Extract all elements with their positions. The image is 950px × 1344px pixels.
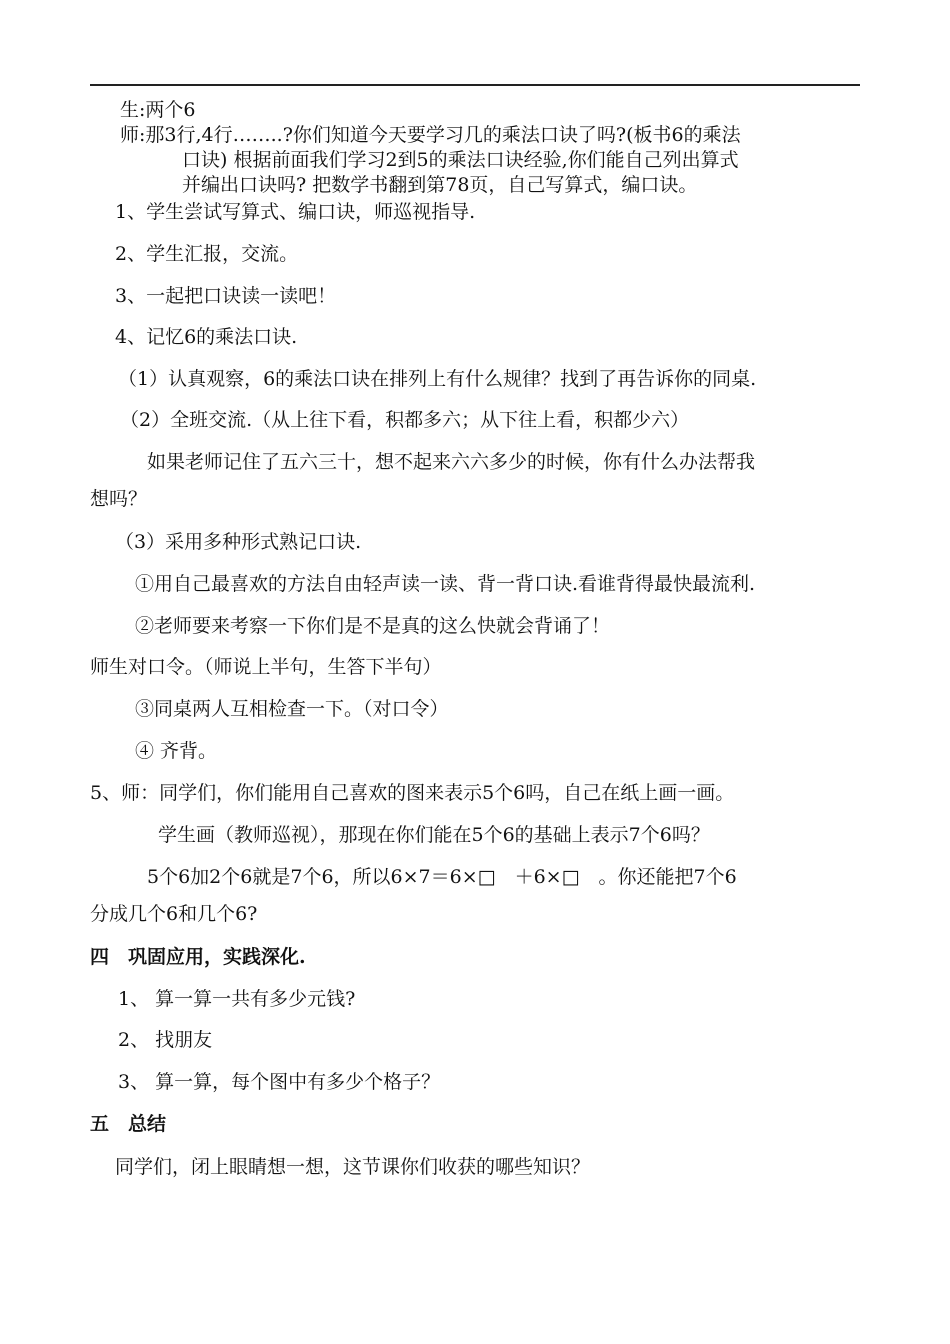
method-4: ④ 齐背。 bbox=[135, 740, 218, 762]
line-teacher-question: 师:那3行,4行……..?你们知道今天要学习几的乘法口诀了吗?(板书6的乘法 bbox=[120, 124, 741, 146]
exercise-2: 2、 找朋友 bbox=[118, 1029, 213, 1051]
sub-step-3: （3）采用多种形式熟记口诀. bbox=[115, 531, 362, 553]
step-5: 5、师：同学们，你们能用自己喜欢的图来表示5个6吗，自己在纸上画一画。 bbox=[90, 782, 735, 804]
method-2: ②老师要来考察一下你们是不是真的这么快就会背诵了！ bbox=[135, 615, 611, 637]
line-teacher-question-cont2: 并编出口诀吗? 把数学书翻到第78页，自己写算式，编口诀。 bbox=[182, 174, 698, 196]
step-5-equation-cont: 分成几个6和几个6? bbox=[90, 903, 258, 925]
exercise-1: 1、 算一算一共有多少元钱? bbox=[118, 988, 356, 1010]
header-rule bbox=[90, 84, 860, 86]
question-para-cont: 想吗？ bbox=[90, 488, 148, 510]
step-2: 2、学生汇报，交流。 bbox=[115, 243, 299, 265]
summary-line: 同学们，闭上眼睛想一想，这节课你们收获的哪些知识？ bbox=[115, 1156, 591, 1178]
line-student-answer: 生:两个6 bbox=[120, 99, 196, 121]
method-3: ③同桌两人互相检查一下。（对口令） bbox=[135, 698, 449, 720]
sub-step-2: （2）全班交流.（从上往下看，积都多六；从下往上看，积都少六） bbox=[120, 409, 690, 431]
method-1: ①用自己最喜欢的方法自由轻声读一读、背一背口诀.看谁背得最快最流利. bbox=[135, 573, 756, 595]
sub-step-1: （1）认真观察，6的乘法口诀在排列上有什么规律？找到了再告诉你的同桌. bbox=[118, 368, 757, 390]
step-4: 4、记忆6的乘法口诀. bbox=[115, 326, 298, 348]
section-five-heading: 五 总结 bbox=[90, 1113, 167, 1135]
step-1: 1、学生尝试写算式、编口诀，师巡视指导. bbox=[115, 201, 476, 223]
step-3: 3、一起把口诀读一读吧！ bbox=[115, 285, 337, 307]
exercise-3: 3、 算一算，每个图中有多少个格子？ bbox=[118, 1071, 441, 1093]
section-four-heading: 四 巩固应用，实践深化. bbox=[90, 946, 306, 968]
step-5-drawing: 学生画（教师巡视），那现在你们能在5个6的基础上表示7个6吗？ bbox=[158, 824, 710, 846]
line-teacher-question-cont1: 口诀) 根据前面我们学习2到5的乘法口诀经验,你们能自己列出算式 bbox=[182, 149, 739, 171]
question-para: 如果老师记住了五六三十，想不起来六六多少的时候，你有什么办法帮我 bbox=[147, 451, 756, 473]
call-and-response: 师生对口令。（师说上半句，生答下半句） bbox=[90, 656, 442, 678]
step-5-equation: 5个6加2个6就是7个6，所以6×7＝6×□ ＋6×□ 。你还能把7个6 bbox=[147, 866, 737, 888]
